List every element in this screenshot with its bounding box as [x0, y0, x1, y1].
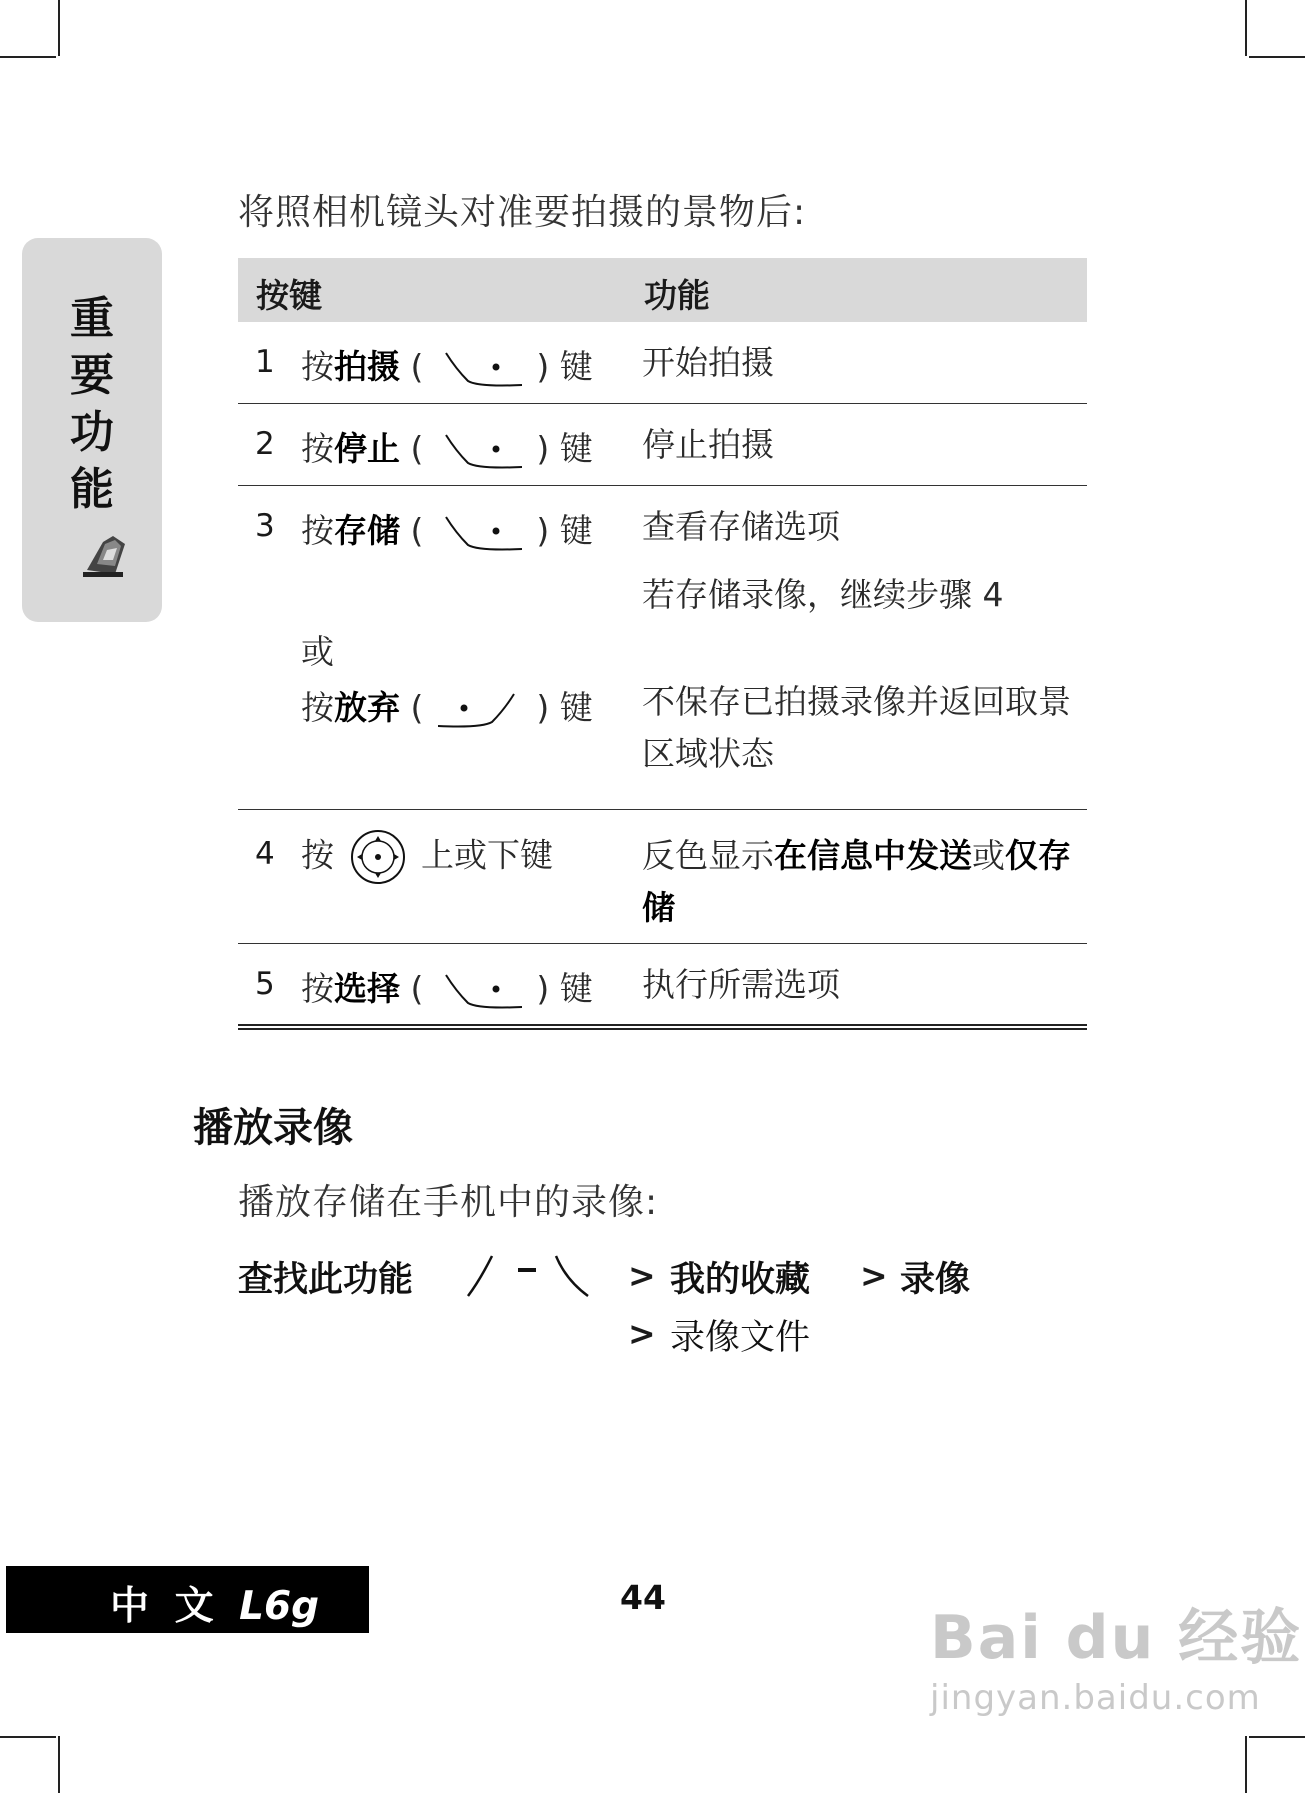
key-name: 放弃 — [334, 688, 400, 727]
footer-language-bar — [6, 1566, 369, 1633]
chapter-title-vertical — [22, 290, 162, 518]
left-softkey-icon — [438, 971, 522, 1011]
key-cell — [301, 963, 593, 1011]
table-row — [238, 944, 1087, 1026]
alt-function-cell: 不保存已拍摄录像并返回取景区域状态 — [642, 682, 1071, 773]
key-suffix: 键 — [559, 688, 593, 727]
key-suffix: 键 — [559, 511, 593, 550]
crop-mark — [0, 1736, 56, 1738]
paren: ( — [410, 969, 424, 1008]
row-number: 2 — [255, 426, 275, 462]
path-separator: > — [628, 1314, 656, 1353]
chapter-char: 要 — [70, 350, 114, 401]
header-function: 功能 — [644, 276, 710, 315]
table-bottom-rule — [238, 1024, 1087, 1030]
key-prefix: 按 — [301, 688, 334, 727]
row-number: 4 — [255, 836, 275, 872]
function-note: 若存储录像，继续步骤 4 — [642, 575, 1004, 614]
key-cell — [301, 341, 593, 389]
key-name: 存储 — [334, 511, 400, 550]
key-prefix: 按 — [301, 969, 334, 1008]
key-cell — [301, 828, 553, 886]
row-number: 1 — [255, 344, 275, 380]
section-title: 播放录像 — [193, 1104, 353, 1151]
paren: ) — [536, 429, 550, 468]
left-softkey-icon — [438, 513, 522, 553]
function-cell: 停止拍摄 — [642, 425, 774, 464]
menu-key-icon — [466, 1252, 596, 1300]
path-separator: > — [860, 1256, 888, 1295]
paren: ( — [410, 511, 424, 550]
func-bold: 仅存储 — [642, 836, 1071, 927]
key-name: 选择 — [334, 969, 400, 1008]
crop-mark — [1249, 56, 1305, 58]
key-prefix: 按 — [301, 835, 334, 875]
chapter-side-tab — [22, 238, 162, 622]
menu-path-videos: 录像 — [900, 1260, 971, 1300]
table-row — [238, 810, 1087, 944]
function-cell — [642, 830, 1082, 934]
table-row — [238, 322, 1087, 404]
crop-mark — [58, 0, 60, 56]
crop-mark — [1245, 1736, 1247, 1793]
function-cell: 执行所需选项 — [642, 965, 840, 1004]
section-intro: 播放存储在手机中的录像: — [238, 1182, 659, 1223]
chapter-char: 能 — [70, 464, 114, 515]
nav-key-icon — [349, 828, 407, 886]
function-cell: 开始拍摄 — [642, 343, 774, 382]
menu-path-favorites: 我的收藏 — [670, 1260, 811, 1300]
find-feature-label: 查找此功能 — [238, 1260, 414, 1300]
func-text: 或 — [972, 836, 1005, 875]
func-bold: 在信息中发送 — [774, 836, 972, 875]
crop-mark — [0, 56, 56, 58]
header-key: 按键 — [256, 276, 322, 315]
crop-mark — [58, 1736, 60, 1793]
key-name: 停止 — [334, 429, 400, 468]
key-suffix: 上或下键 — [421, 835, 553, 875]
baidu-watermark — [930, 1590, 1302, 1718]
key-prefix: 按 — [301, 511, 334, 550]
func-text: 反色显示 — [642, 836, 774, 875]
watermark-url: jingyan.baidu.com — [930, 1678, 1261, 1718]
table-header — [238, 258, 1087, 322]
row-number: 5 — [255, 966, 275, 1002]
function-cell: 查看存储选项 — [642, 507, 840, 546]
key-suffix: 键 — [559, 429, 593, 468]
path-separator: > — [628, 1256, 656, 1295]
paren: ( — [410, 429, 424, 468]
crop-mark — [1245, 0, 1247, 56]
footer-model: L6g — [239, 1584, 320, 1629]
menu-path-video-file: 录像文件 — [670, 1318, 811, 1358]
paren: ) — [536, 969, 550, 1008]
intro-text: 将照相机镜头对准要拍摄的景物后: — [238, 192, 807, 233]
camera-phone-icon — [77, 530, 131, 582]
paren: ( — [410, 347, 424, 386]
right-softkey-icon — [438, 690, 522, 730]
key-prefix: 按 — [301, 429, 334, 468]
table-row — [238, 404, 1087, 486]
footer-language: 中 文 — [110, 1584, 220, 1629]
table-row — [238, 486, 1087, 810]
key-prefix: 按 — [301, 347, 334, 386]
or-text: 或 — [301, 632, 334, 671]
paren: ) — [536, 511, 550, 550]
watermark-logo: Bai du 经验 — [930, 1603, 1303, 1673]
key-suffix: 键 — [559, 347, 593, 386]
alt-key-cell — [301, 682, 593, 730]
chapter-char: 重 — [70, 293, 114, 344]
paren: ) — [536, 688, 550, 727]
key-name: 拍摄 — [334, 347, 400, 386]
paren: ) — [536, 347, 550, 386]
page-number: 44 — [620, 1578, 666, 1617]
row-number: 3 — [255, 508, 275, 544]
key-cell — [301, 423, 593, 471]
left-softkey-icon — [438, 349, 522, 389]
chapter-char: 功 — [70, 407, 114, 458]
key-cell — [301, 505, 593, 553]
left-softkey-icon — [438, 431, 522, 471]
key-function-table — [238, 258, 1087, 1026]
key-suffix: 键 — [559, 969, 593, 1008]
crop-mark — [1249, 1736, 1305, 1738]
paren: ( — [410, 688, 424, 727]
